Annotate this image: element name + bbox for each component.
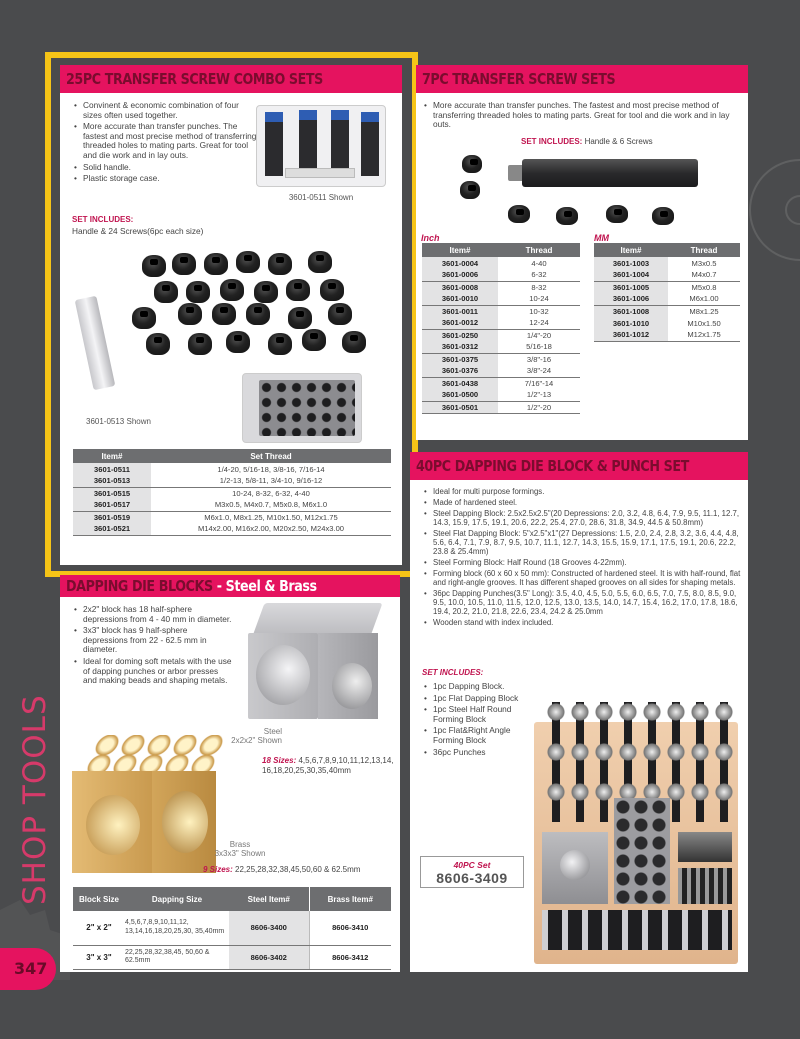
feature-item: • Convinent & economic combination of four sizes often used together. bbox=[72, 101, 257, 120]
seven-pc-panel bbox=[416, 65, 748, 440]
table-row: 3601-1008 M8x1.25 bbox=[594, 305, 740, 317]
table-row: 3601-1005 M5x0.8 bbox=[594, 281, 740, 293]
table-row: 3601-0376 3/8"-24 bbox=[422, 365, 580, 377]
column-header: Thread bbox=[668, 243, 740, 257]
screw-tray-image bbox=[242, 373, 362, 443]
feature-item: • Steel Forming Block: Half Round (18 Grooves 4-22mm). bbox=[422, 558, 744, 567]
table-row: 3601-0500 1/2"-13 bbox=[422, 389, 580, 401]
brass-caption: Brass 3x3x3" Shown bbox=[214, 840, 266, 858]
included-item: • 1pc Dapping Block. bbox=[422, 682, 534, 692]
feature-item: • Ideal for multi purpose formings. bbox=[422, 487, 744, 496]
feature-item: • Ideal for doming soft metals with the use of dapping punches or arbor presses and making beads and shaping metals. bbox=[72, 657, 232, 686]
table-row: 3601-0006 6-32 bbox=[422, 269, 580, 281]
brass-sizes: 9 Sizes: 22,25,28,32,38,45,50,60 & 62.5mm bbox=[203, 865, 361, 874]
set-includes-label: SET INCLUDES: bbox=[72, 215, 134, 224]
included-item: • 1pc Flat Dapping Block bbox=[422, 694, 534, 704]
mm-table bbox=[594, 243, 740, 342]
dapping-blocks-table bbox=[73, 887, 391, 970]
set-includes-text: Handle & 24 Screws(6pc each size) bbox=[72, 226, 204, 236]
combo-sets-title: 25PC TRANSFER SCREW COMBO SETS bbox=[60, 65, 402, 93]
set-includes-list bbox=[422, 682, 534, 759]
included-item: • 1pc Flat&Right Angle Forming Block bbox=[422, 726, 534, 745]
punch-set-panel bbox=[410, 452, 748, 972]
screws-image bbox=[120, 245, 380, 355]
feature-item: • More accurate than transfer punches. The fastest and most precise method of transferring threaded holes to mating parts. Great for tool and die work and in lay outs. bbox=[422, 101, 740, 130]
feature-item: • 3x3" block has 9 half-sphere depressions from 22 - 62.5 mm in diameter. bbox=[72, 626, 232, 655]
column-header: Item# bbox=[73, 449, 151, 463]
set-includes: SET INCLUDES: Handle & 6 Screws bbox=[521, 137, 653, 146]
table-row: 3601-1004 M4x0.7 bbox=[594, 269, 740, 281]
table-row: 3601-0250 1/4"-20 bbox=[422, 329, 580, 341]
table-row: 3601-0312 5/16-18 bbox=[422, 341, 580, 353]
punch-set-title: 40PC DAPPING DIE BLOCK & PUNCH SET bbox=[410, 452, 748, 480]
feature-item: • Forming block (60 x 60 x 50 mm): Constructed of hardened steel. It is with half-round, flat and right-angle grooves. It has different shaped grooves on all sides for shaping metals. bbox=[422, 569, 744, 587]
dapping-blocks-panel bbox=[60, 575, 400, 972]
dapping-blocks-features bbox=[72, 605, 232, 688]
combo-sets-table bbox=[73, 449, 391, 536]
steel-caption: Steel 2x2x2" Shown bbox=[231, 727, 282, 745]
table-row: 3601-0519 M6x1.0, M8x1.25, M10x1.50, M12x1.75 bbox=[73, 511, 391, 523]
inch-table bbox=[422, 243, 580, 414]
column-header: Block Size bbox=[73, 887, 125, 911]
inch-label: Inch bbox=[421, 233, 440, 243]
feature-item: • 36pc Dapping Punches(3.5" Long): 3.5, 4.0, 4.5, 5.0, 5.5, 6.0, 6.5, 7.0, 7.5, 8.0, 8.5, 9.0, 9.5, 10.0, 10.5, 11.0, 11.5, 12.0, 12.5, 13.0, 13.5, 14.0, 14.7, 15.4, 16.2, 17.0, 17.8, 18.6, 19.4, 20.2, 21.0, 21.8, 22.6, 23.4, 24.2 & 25.0mm bbox=[422, 589, 744, 616]
table-row: 3601-1003 M3x0.5 bbox=[594, 257, 740, 269]
image-caption: 3601-0513 Shown bbox=[86, 417, 151, 426]
set-number-box: 40PC Set 8606-3409 bbox=[420, 856, 524, 888]
image-caption: 3601-0511 Shown bbox=[288, 193, 354, 202]
table-row: 3601-0515 10-24, 8-32, 6-32, 4-40 bbox=[73, 487, 391, 499]
table-row: 3" x 3" 22,25,28,32,38,45, 50,60 & 62.5mm 8606-3402 8606-3412 bbox=[73, 945, 391, 969]
included-item: • 1pc Steel Half Round Forming Block bbox=[422, 705, 534, 724]
table-row: 3601-0012 12-24 bbox=[422, 317, 580, 329]
steel-sizes: 18 Sizes: 4,5,6,7,8,9,10,11,12,13,14, 16,18,20,25,30,35,40mm bbox=[262, 756, 394, 775]
handle-image bbox=[75, 296, 116, 391]
transfer-screw-set-image bbox=[456, 151, 706, 231]
combo-sets-panel bbox=[60, 65, 402, 565]
table-row: 3601-0010 10-24 bbox=[422, 293, 580, 305]
table-row: 3601-1012 M12x1.75 bbox=[594, 329, 740, 341]
feature-item: • Steel Flat Dapping Block: 5"x2.5"x1"(27 Depressions: 1.5, 2.0, 2.4, 2.8, 3.2, 3.6, 4.4, 4.8, 5.6, 6.4, 7.1, 7.9, 8.7, 9.5, 10.7, 11.1, 12.7, 14.3, 15.5, 15.9, 17.1, 17.5, 19.1, 20.6, 22.2, 23.8 & 25.4mm) bbox=[422, 529, 744, 556]
feature-item: • Made of hardened steel. bbox=[422, 498, 744, 507]
feature-item: • Wooden stand with index included. bbox=[422, 618, 744, 627]
table-row: 3601-0011 10-32 bbox=[422, 305, 580, 317]
seven-pc-title: 7PC TRANSFER SCREW SETS bbox=[416, 65, 748, 93]
column-header: Item# bbox=[594, 243, 668, 257]
column-header: Thread bbox=[498, 243, 580, 257]
table-row: 3601-0521 M14x2.00, M16x2.00, M20x2.50, M24x3.00 bbox=[73, 523, 391, 535]
table-row: 3601-0501 1/2"-20 bbox=[422, 401, 580, 413]
mm-label: MM bbox=[594, 233, 609, 243]
column-header: Item# bbox=[422, 243, 498, 257]
column-header: Steel Item# bbox=[229, 887, 309, 911]
feature-item: • 2x2" block has 18 half-sphere depressions from 4 - 40 mm in diameter. bbox=[72, 605, 232, 624]
plastic-case-image bbox=[256, 105, 386, 187]
column-header: Set Thread bbox=[151, 449, 391, 463]
gear-decoration-icon bbox=[740, 140, 800, 280]
seven-pc-features bbox=[422, 101, 740, 132]
table-row: 2" x 2" 4,5,6,7,8,9,10,11,12, 13,14,16,18,20,25,30, 35,40mm 8606-3400 8606-3410 bbox=[73, 911, 391, 945]
feature-item: • More accurate than transfer punches. The fastest and most precise method of transferring threaded holes to mating parts. Great for tool and die work and in lay outs. bbox=[72, 122, 257, 160]
feature-item: • Plastic storage case. bbox=[72, 174, 257, 184]
table-row: 3601-0517 M3x0.5, M4x0.7, M5x0.8, M6x1.0 bbox=[73, 499, 391, 511]
column-header: Dapping Size bbox=[125, 887, 229, 911]
table-row: 3601-0513 1/2-13, 5/8-11, 3/4-10, 9/16-12 bbox=[73, 475, 391, 487]
punch-set-features bbox=[422, 487, 744, 629]
table-row: 3601-0008 8-32 bbox=[422, 281, 580, 293]
dapping-blocks-title: DAPPING DIE BLOCKS - Steel & Brass bbox=[60, 575, 400, 597]
table-row: 3601-1006 M6x1.00 bbox=[594, 293, 740, 305]
table-row: 3601-0004 4-40 bbox=[422, 257, 580, 269]
set-includes-label: SET INCLUDES: bbox=[422, 668, 484, 677]
table-row: 3601-0375 3/8"-16 bbox=[422, 353, 580, 365]
punch-set-image bbox=[528, 702, 738, 966]
page-number: 347 bbox=[0, 948, 56, 990]
combo-sets-features bbox=[72, 101, 257, 186]
column-header: Brass Item# bbox=[309, 887, 391, 911]
section-label: SHOP TOOLS bbox=[17, 694, 53, 905]
feature-item: • Solid handle. bbox=[72, 163, 257, 173]
feature-item: • Steel Dapping Block: 2.5x2.5x2.5"(20 Depressions: 2.0, 3.2, 4.8, 6.4, 7.9, 9.5, 11.1, 12.7, 14.3, 15.9, 17.5, 19.1, 20.6, 22.2, 25.4, 27.0, 28.6, 31.8, 34.9, 44.5 & 50.8mm) bbox=[422, 509, 744, 527]
steel-block-image bbox=[248, 603, 386, 723]
table-row: 3601-1010 M10x1.50 bbox=[594, 317, 740, 329]
table-row: 3601-0511 1/4-20, 5/16-18, 3/8-16, 7/16-14 bbox=[73, 463, 391, 475]
table-row: 3601-0438 7/16"-14 bbox=[422, 377, 580, 389]
included-item: • 36pc Punches bbox=[422, 748, 534, 758]
